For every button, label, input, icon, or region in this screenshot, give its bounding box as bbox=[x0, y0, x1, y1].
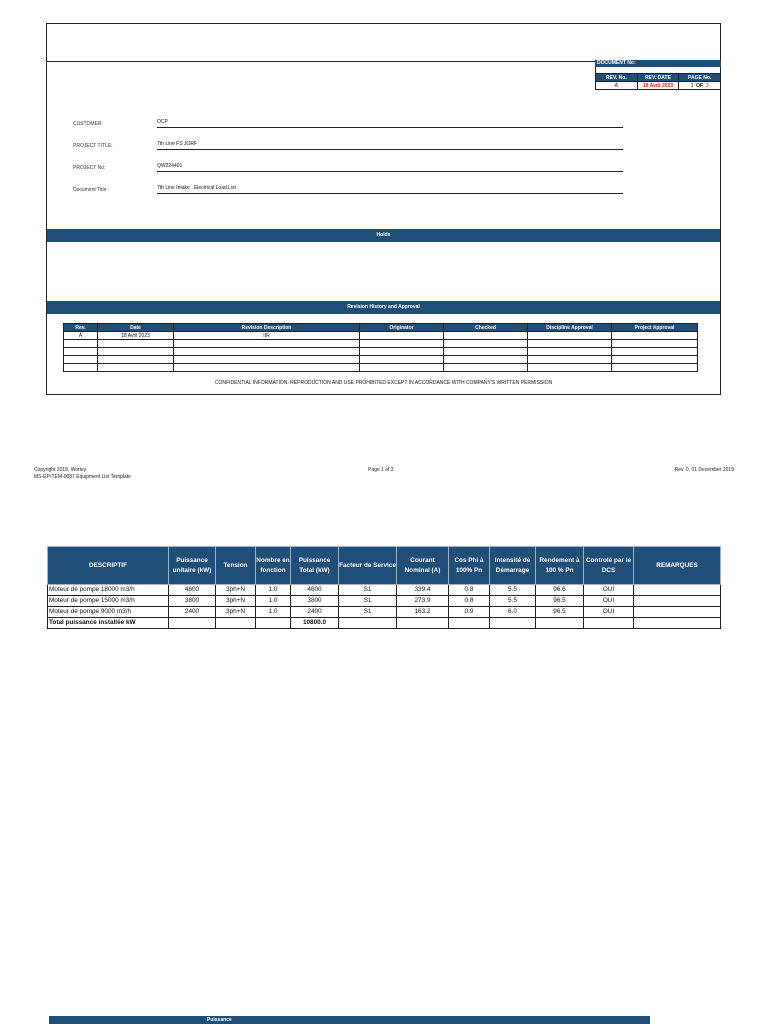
load-value-cell: OUI bbox=[584, 585, 634, 596]
load-value-cell: S1 bbox=[339, 585, 397, 596]
load-value-cell: 0.8 bbox=[449, 585, 490, 596]
total-value: 10800.0 bbox=[291, 618, 339, 629]
load-value-cell: 2400 bbox=[291, 607, 339, 618]
load-value-cell: 3ph+N bbox=[216, 585, 256, 596]
load-value-cell: 1.0 bbox=[256, 596, 291, 607]
col-courant-nominal: Courant Nominal (A) bbox=[397, 547, 449, 585]
revision-cell bbox=[360, 364, 444, 372]
revision-cell: A bbox=[64, 332, 98, 340]
revision-col-discipline-approval: Discipline Approval bbox=[528, 324, 612, 332]
revision-cell bbox=[360, 356, 444, 364]
revision-row bbox=[64, 356, 698, 364]
revision-cell bbox=[360, 348, 444, 356]
load-description-cell: Moteur de pompe 15000 m3/h bbox=[48, 596, 169, 607]
load-value-cell: 0.9 bbox=[449, 607, 490, 618]
page-no-header: PAGE No. bbox=[679, 74, 721, 82]
revision-cell bbox=[612, 364, 698, 372]
revision-cell bbox=[444, 340, 528, 348]
revision-cell bbox=[444, 364, 528, 372]
revision-cell: 18 Avril 2023 bbox=[98, 332, 174, 340]
rev-date-header: REV. DATE bbox=[637, 74, 679, 82]
load-value-cell: 5.5 bbox=[490, 596, 536, 607]
load-value-cell: 96.6 bbox=[536, 585, 584, 596]
revision-cell bbox=[528, 364, 612, 372]
load-value-cell: 3ph+N bbox=[216, 607, 256, 618]
electrical-load-table bbox=[47, 546, 721, 629]
load-value-cell: 96.5 bbox=[536, 596, 584, 607]
revision-col-project-approval: Project Approval bbox=[612, 324, 698, 332]
revision-cell bbox=[528, 332, 612, 340]
load-value-cell: S1 bbox=[339, 596, 397, 607]
next-page-table-header bbox=[49, 1016, 650, 1024]
revision-col-checked: Checked bbox=[444, 324, 528, 332]
col-cos-phi: Cos Phi à 100% Pn bbox=[449, 547, 490, 585]
revision-cell bbox=[528, 340, 612, 348]
load-value-cell: 3800 bbox=[291, 596, 339, 607]
load-value-cell bbox=[634, 607, 721, 618]
revision-col-description: Revision Description bbox=[174, 324, 360, 332]
revision-cell bbox=[612, 332, 698, 340]
load-header-row bbox=[48, 547, 721, 585]
revision-cell bbox=[98, 364, 174, 372]
revision-cell bbox=[98, 340, 174, 348]
revision-table bbox=[63, 323, 698, 372]
revision-row bbox=[64, 364, 698, 372]
revision-cell bbox=[174, 348, 360, 356]
revision-cell bbox=[360, 332, 444, 340]
load-value-cell bbox=[634, 585, 721, 596]
project-title-field bbox=[73, 140, 623, 151]
load-value-cell: OUI bbox=[584, 596, 634, 607]
load-description-cell: Moteur de pompe 18000 m3/h bbox=[48, 585, 169, 596]
revision-cell bbox=[64, 364, 98, 372]
copyright-text: Copyright 2019, Worley bbox=[34, 467, 87, 473]
revision-cell bbox=[528, 348, 612, 356]
revision-cell bbox=[98, 348, 174, 356]
load-value-cell: 3800 bbox=[169, 596, 216, 607]
revision-cell bbox=[64, 348, 98, 356]
load-value-cell: 1.0 bbox=[256, 585, 291, 596]
col-remarques: REMARQUES bbox=[634, 547, 721, 585]
revision-row bbox=[64, 332, 698, 340]
rev-no-value: A bbox=[596, 82, 638, 90]
col-puissance-total: Puissance Total (kW) bbox=[291, 547, 339, 585]
holds-header: Holds bbox=[47, 229, 720, 242]
total-row bbox=[48, 618, 721, 629]
revision-cell bbox=[98, 356, 174, 364]
load-row bbox=[48, 585, 721, 596]
document-number-block bbox=[595, 60, 721, 90]
load-value-cell: 163.2 bbox=[397, 607, 449, 618]
col-facteur-de-service: Facteur de Service bbox=[339, 547, 397, 585]
confidential-notice: CONFIDENTIAL INFORMATION. REPRODUCTION AND USE PROHIBITED EXCEPT IN ACCORDANCE WITH COMPANY'S WRITTEN PERMISSION bbox=[214, 380, 553, 386]
total-label: Total puissance installée kW bbox=[48, 618, 169, 629]
load-value-cell: 273.9 bbox=[397, 596, 449, 607]
revision-row bbox=[64, 340, 698, 348]
revision-cell bbox=[612, 340, 698, 348]
col-descriptif: DESCRIPTIF bbox=[48, 547, 169, 585]
load-value-cell: 5.5 bbox=[490, 585, 536, 596]
revision-cell bbox=[444, 348, 528, 356]
document-title-field bbox=[73, 184, 623, 195]
rev-date-value: 18 Avril 2023 bbox=[637, 82, 679, 90]
revision-cell bbox=[174, 364, 360, 372]
cover-sheet bbox=[46, 23, 721, 395]
project-no-value: QW224401 bbox=[157, 162, 623, 172]
template-id-text: MS-EP-TEM-0087 Equipment List Template bbox=[34, 474, 131, 480]
revision-cell: IIR bbox=[174, 332, 360, 340]
revision-cell bbox=[444, 332, 528, 340]
revision-cell bbox=[64, 340, 98, 348]
revision-cell bbox=[612, 356, 698, 364]
load-value-cell: 4600 bbox=[291, 585, 339, 596]
document-title-label: Document Title : bbox=[73, 187, 110, 193]
rev-no-header: REV. No. bbox=[596, 74, 638, 82]
footer-revision: Rev. 0, 01 December 2019 bbox=[674, 467, 734, 473]
project-title-value: 7th Line FS JORF bbox=[157, 140, 623, 150]
load-row bbox=[48, 607, 721, 618]
cover-header-box bbox=[47, 24, 720, 62]
customer-field bbox=[73, 118, 623, 129]
load-value-cell: OUI bbox=[584, 607, 634, 618]
revision-cell bbox=[612, 348, 698, 356]
revision-cell bbox=[174, 356, 360, 364]
load-value-cell: 6.0 bbox=[490, 607, 536, 618]
revision-row bbox=[64, 348, 698, 356]
revision-col-originator: Originator bbox=[360, 324, 444, 332]
document-title-value: 7th Line Intake : Electrical Load List bbox=[157, 184, 623, 194]
load-value-cell: 2400 bbox=[169, 607, 216, 618]
footer-left bbox=[34, 467, 131, 481]
col-tension: Tension bbox=[216, 547, 256, 585]
project-title-label: PROJECT TITLE: bbox=[73, 143, 113, 149]
load-row bbox=[48, 596, 721, 607]
footer-page-number: Page 1 of 3 bbox=[368, 467, 394, 473]
revision-cell bbox=[64, 356, 98, 364]
load-value-cell: 3ph+N bbox=[216, 596, 256, 607]
revision-history-header: Revision History and Approval bbox=[47, 301, 720, 314]
load-value-cell bbox=[634, 596, 721, 607]
customer-label: CUSTOMER: bbox=[73, 121, 103, 127]
revision-cell bbox=[360, 340, 444, 348]
load-value-cell: 339.4 bbox=[397, 585, 449, 596]
load-value-cell: 0.8 bbox=[449, 596, 490, 607]
col-puissance-unitaire: Puissance unitaire (kW) bbox=[169, 547, 216, 585]
revision-cell bbox=[174, 340, 360, 348]
document-no-label: DOCUMENT No: bbox=[595, 60, 721, 67]
col-rendement: Rendement à 100 % Pn bbox=[536, 547, 584, 585]
project-no-field bbox=[73, 162, 623, 173]
revision-col-rev: Rev. bbox=[64, 324, 98, 332]
col-nombre-en-fonction: Nombre en fonction bbox=[256, 547, 291, 585]
load-value-cell: S1 bbox=[339, 607, 397, 618]
customer-value: OCP bbox=[157, 118, 623, 128]
next-page-header-fragment: Puissance bbox=[207, 1017, 232, 1023]
project-no-label: PROJECT No: bbox=[73, 165, 106, 171]
load-value-cell: 4600 bbox=[169, 585, 216, 596]
col-controle-dcs: Controlé par le DCS bbox=[584, 547, 634, 585]
col-intensite-demarrage: Intensité de Démarrage bbox=[490, 547, 536, 585]
page-no-value: 1 OF 3 bbox=[679, 82, 721, 90]
revision-cell bbox=[528, 356, 612, 364]
load-value-cell: 1.0 bbox=[256, 607, 291, 618]
load-description-cell: Moteur de pompe 9000 m3/h bbox=[48, 607, 169, 618]
revision-col-date: Date bbox=[98, 324, 174, 332]
load-value-cell: 96.5 bbox=[536, 607, 584, 618]
revision-cell bbox=[444, 356, 528, 364]
revision-header-row bbox=[64, 324, 698, 332]
